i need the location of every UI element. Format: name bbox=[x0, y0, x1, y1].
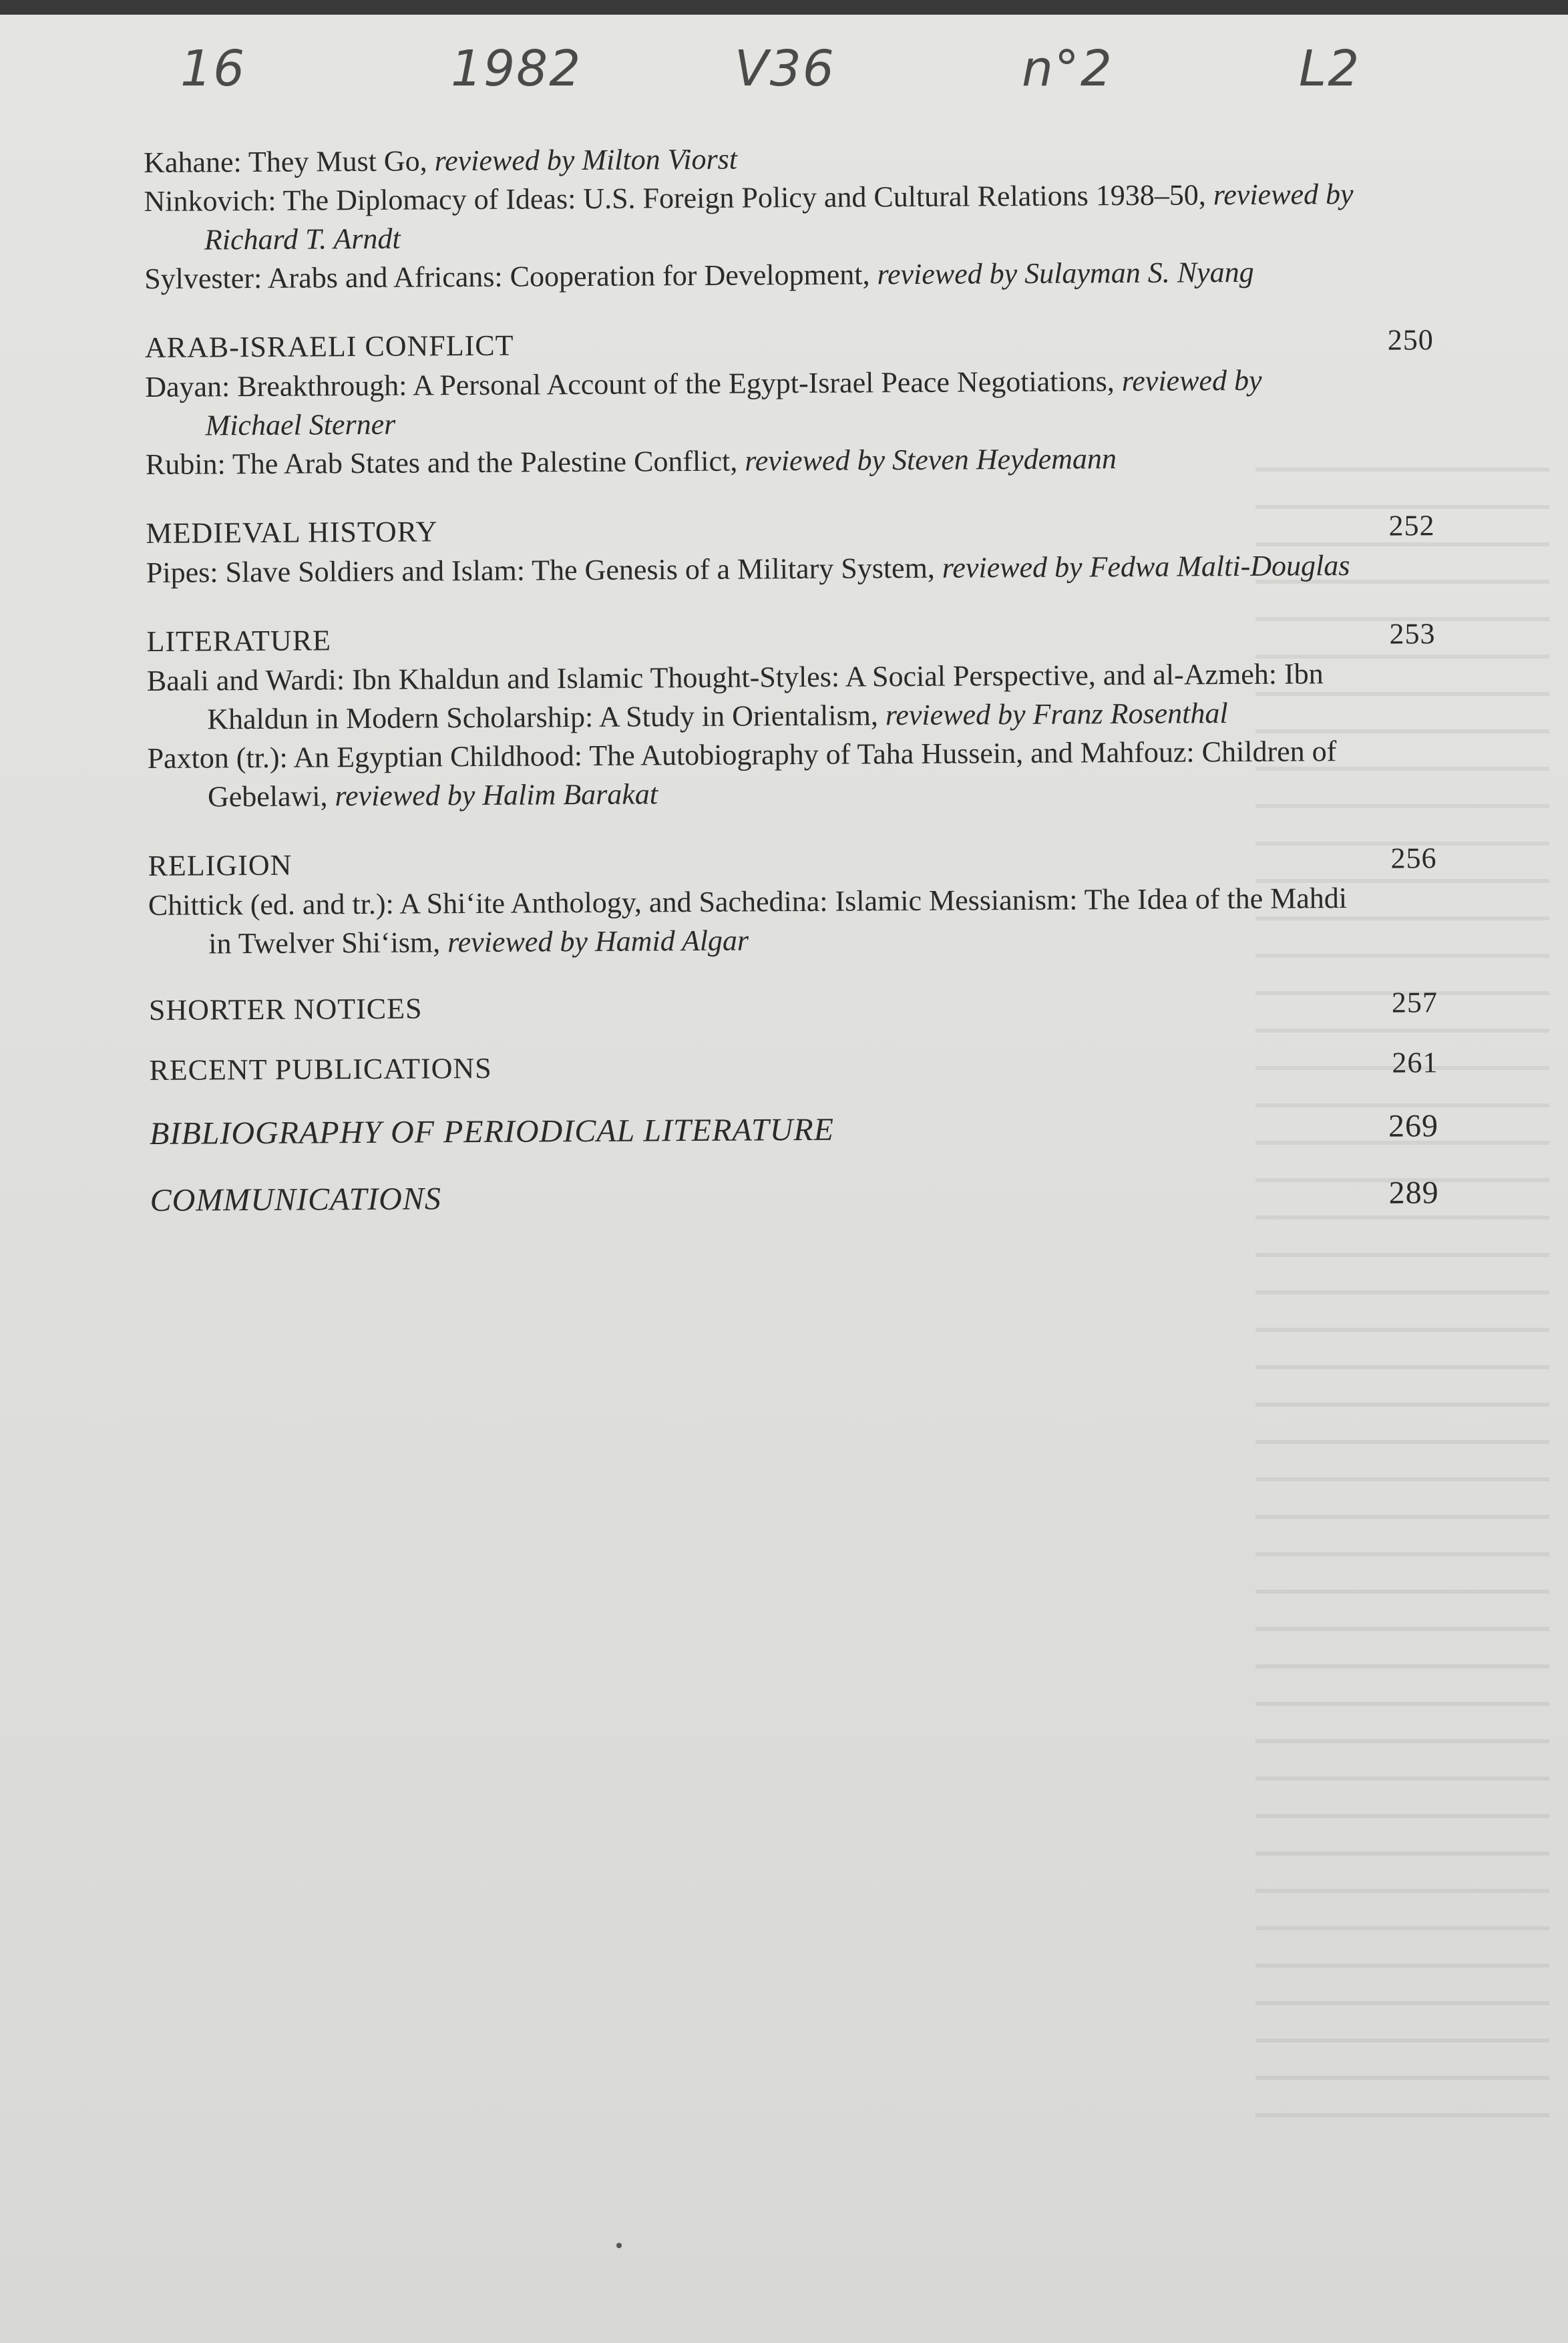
toc-section-arab-israeli-conflict bbox=[145, 320, 1448, 484]
page-number: 289 bbox=[1388, 1175, 1439, 1211]
handwritten-issue: n°2 bbox=[1022, 40, 1113, 98]
section-heading-shorter-notices: SHORTER NOTICES 257 bbox=[149, 982, 1438, 1031]
handwritten-volume: V36 bbox=[735, 40, 835, 98]
toc-section-medieval-history bbox=[146, 506, 1448, 592]
toc-entry: Paxton (tr.): An Egyptian Childhood: The Autobiography of Taha Hussein, and Mahfouz: Children of Gebelawi, reviewed by Halim Barakat bbox=[147, 735, 1337, 814]
handwritten-number: 16 bbox=[180, 40, 246, 98]
scan-edge bbox=[0, 0, 1568, 15]
toc-section-religion bbox=[148, 838, 1450, 964]
section-heading-bibliography: BIBLIOGRAPHY OF PERIODICAL LITERATURE 269 bbox=[150, 1103, 1438, 1157]
section-heading: ARAB-ISRAELI CONFLICT 250 bbox=[145, 320, 1434, 368]
page-number: 252 bbox=[1388, 509, 1435, 542]
page-number: 269 bbox=[1388, 1108, 1439, 1144]
page-number: 261 bbox=[1392, 1046, 1438, 1079]
toc-section-literature bbox=[146, 614, 1450, 817]
toc-entry: Chittick (ed. and tr.): A Shi‘ite Anthology, and Sachedina: Islamic Messianism: The Idea of the Mahdi in Twelver Shi‘ism, reviewed by Hamid Algar bbox=[148, 882, 1348, 960]
handwritten-code: L2 bbox=[1299, 40, 1361, 98]
toc-entry: Ninkovich: The Diplomacy of Ideas: U.S. Foreign Policy and Cultural Relations 1938–50, reviewed by Richard T. Arndt bbox=[144, 177, 1354, 256]
section-heading-recent-publications: RECENT PUBLICATIONS 261 bbox=[149, 1043, 1438, 1091]
section-heading: LITERATURE 253 bbox=[146, 614, 1435, 662]
handwritten-year: 1982 bbox=[451, 40, 582, 98]
toc-entry: Sylvester: Arabs and Africans: Cooperation for Development, reviewed by Sulayman S. Nyang bbox=[144, 255, 1254, 295]
toc-entry: Rubin: The Arab States and the Palestine Conflict, reviewed by Steven Heydemann bbox=[145, 442, 1117, 481]
section-heading: MEDIEVAL HISTORY 252 bbox=[146, 506, 1434, 554]
page-number: 250 bbox=[1387, 323, 1434, 357]
paper-speck bbox=[616, 2243, 622, 2248]
section-heading: RELIGION 256 bbox=[148, 838, 1436, 886]
page-number: 256 bbox=[1390, 842, 1437, 875]
toc-entry: Kahane: They Must Go, reviewed by Milton Viorst bbox=[144, 142, 738, 179]
toc-entry: Baali and Wardi: Ibn Khaldun and Islamic Thought-Styles: A Social Perspective, and al-Azmeh: Ibn Khaldun in Modern Scholarship: A Study in Orientalism, reviewed by Franz Rosenthal bbox=[146, 657, 1324, 736]
page-number: 257 bbox=[1391, 986, 1438, 1019]
handwritten-annotation bbox=[0, 27, 1568, 114]
page-number: 253 bbox=[1389, 617, 1436, 651]
section-heading-communications: COMMUNICATIONS 289 bbox=[150, 1169, 1438, 1224]
toc-entry: Pipes: Slave Soldiers and Islam: The Genesis of a Military System, reviewed by Fedwa Malti-Douglas bbox=[146, 548, 1350, 589]
toc-entry: Dayan: Breakthrough: A Personal Account of the Egypt-Israel Peace Negotiations, reviewed by Michael Sterner bbox=[145, 363, 1262, 442]
toc-section-continued bbox=[144, 136, 1446, 299]
table-of-contents bbox=[144, 136, 1452, 1224]
